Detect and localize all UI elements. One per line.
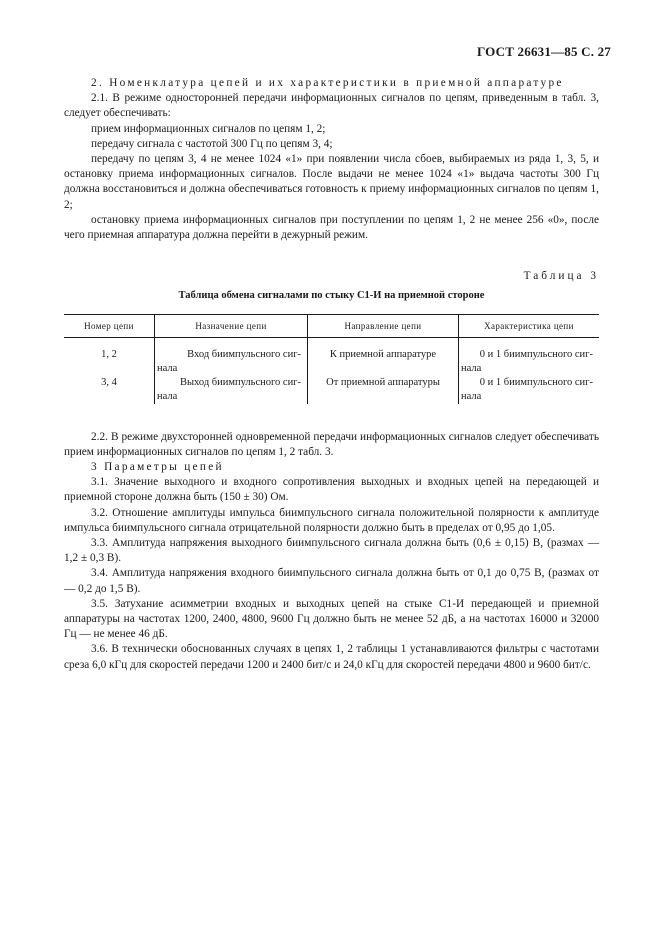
paragraph-3-6: 3.6. В технически обоснованных случаях в цепях 1, 2 таблицы 1 устанавливаются фильтры с частотами среза 6,0 кГц для скоростей передачи 1200 и 2400 бит/с и 24,0 кГц для скоростей передачи 4800 и 9600 бит/с. <box>64 643 599 671</box>
section-3-heading: 3 Параметры цепей <box>91 461 224 474</box>
paragraph-3-3: 3.3. Амплитуда напряжения выходного биимпульсного сигнала должна быть (0,6 ± 0,15) В, (размах — 1,2 ± 0,3 В). <box>64 537 599 565</box>
cell-characteristic <box>459 376 600 404</box>
paragraph-2-2: 2.2. В режиме двухсторонней одновременной передачи информационных сигналов следует обеспечивать прием информационных сигналов по цепям 1, 2 табл. 3. <box>64 430 599 458</box>
page-header: ГОСТ 26631—85 С. 27 <box>477 44 611 59</box>
header-circuit-direction: Направление цепи <box>308 314 459 337</box>
cell-number: 1, 2 <box>101 348 117 360</box>
document-body <box>64 76 599 673</box>
table-row <box>64 376 599 404</box>
paragraph-3-5: 3.5. Затухание асимметрии входных и выходных цепей на стыке С1-И передающей и приемной аппаратуры на частотах 1200, 2400, 4800, 9600 Гц должно быть не менее 52 дБ, а на частотах 16000 и 32000 Гц — не менее 46 дБ. <box>64 597 599 641</box>
cell-purpose-line1: Вход биимпульсного сиг- <box>187 348 301 360</box>
paragraph-2-1: 2.1. В режиме односторонней передачи информационных сигналов по цепям, приведенным в табл. 3, следует обеспечивать: <box>64 92 599 120</box>
paragraph-3-4: 3.4. Амплитуда напряжения входного биимпульсного сигнала должна быть от 0,1 до 0,75 В, (размах от — 0,2 до 1,5 В). <box>64 567 599 595</box>
header-circuit-characteristic: Характеристика цепи <box>459 314 600 337</box>
paragraph-3-2: 3.2. Отношение амплитуды импульса биимпульсного сигнала положительной полярности к амплитуде импульса биимпульсного сигнала отрицательной полярности должно быть в пределах от 0,95 до 1,05. <box>64 506 599 534</box>
table-row <box>64 337 599 376</box>
cell-characteristic-line2: нала <box>461 362 482 374</box>
cell-direction: От приемной аппаратуры <box>308 376 459 404</box>
table-caption: Таблица 3 <box>523 270 599 283</box>
list-item: передачу сигнала с частотой 300 Гц по цепям 3, 4; <box>91 137 333 150</box>
header-circuit-number: Номер цепи <box>64 314 155 337</box>
paragraph-3-1: 3.1. Значение выходного и входного сопротивления выходных и входных цепей на передающей и приемной стороне должна быть (150 ± 30) Ом. <box>64 476 599 504</box>
cell-number: 3, 4 <box>101 376 117 388</box>
cell-purpose <box>155 337 308 376</box>
cell-purpose-line2: нала <box>157 390 178 402</box>
cell-characteristic-line1: 0 и 1 биимпульсного сиг- <box>479 376 593 388</box>
section-2-heading: 2. Номенклатура цепей и их характеристики в приемной аппаратуре <box>91 77 564 89</box>
cell-direction: К приемной аппаратуре <box>308 337 459 376</box>
cell-purpose-line2: нала <box>157 362 178 374</box>
cell-characteristic <box>459 337 600 376</box>
cell-characteristic-line2: нала <box>461 390 482 402</box>
header-circuit-purpose: Назначение цепи <box>155 314 308 337</box>
signal-exchange-table <box>64 314 599 404</box>
table-header-row <box>64 314 599 337</box>
table-title: Таблица обмена сигналами по стыку С1-И на приемной стороне <box>178 290 485 302</box>
cell-characteristic-line1: 0 и 1 биимпульсного сиг- <box>479 348 593 360</box>
after-table-section <box>64 430 599 673</box>
list-item: передачу по цепям 3, 4 не менее 1024 «1» при появлении числа сбоев, выбираемых из ряда 1, 3, 5, и остановку приема информационных сигналов. После выдачи не менее 1024 «1» выдача частоты 300 Гц должна восстановиться и должна обеспечиваться готовность к приему информационных сигналов по цепям 1, 2; <box>64 153 599 211</box>
list-item: остановку приема информационных сигналов при поступлении по цепям 1, 2 не менее 256 «0», после чего приемная аппаратура должна перейти в дежурный режим. <box>64 213 599 242</box>
list-item: прием информационных сигналов по цепям 1, 2; <box>91 122 326 135</box>
cell-purpose <box>155 376 308 404</box>
cell-purpose-line1: Выход биимпульсного сиг- <box>179 376 301 388</box>
